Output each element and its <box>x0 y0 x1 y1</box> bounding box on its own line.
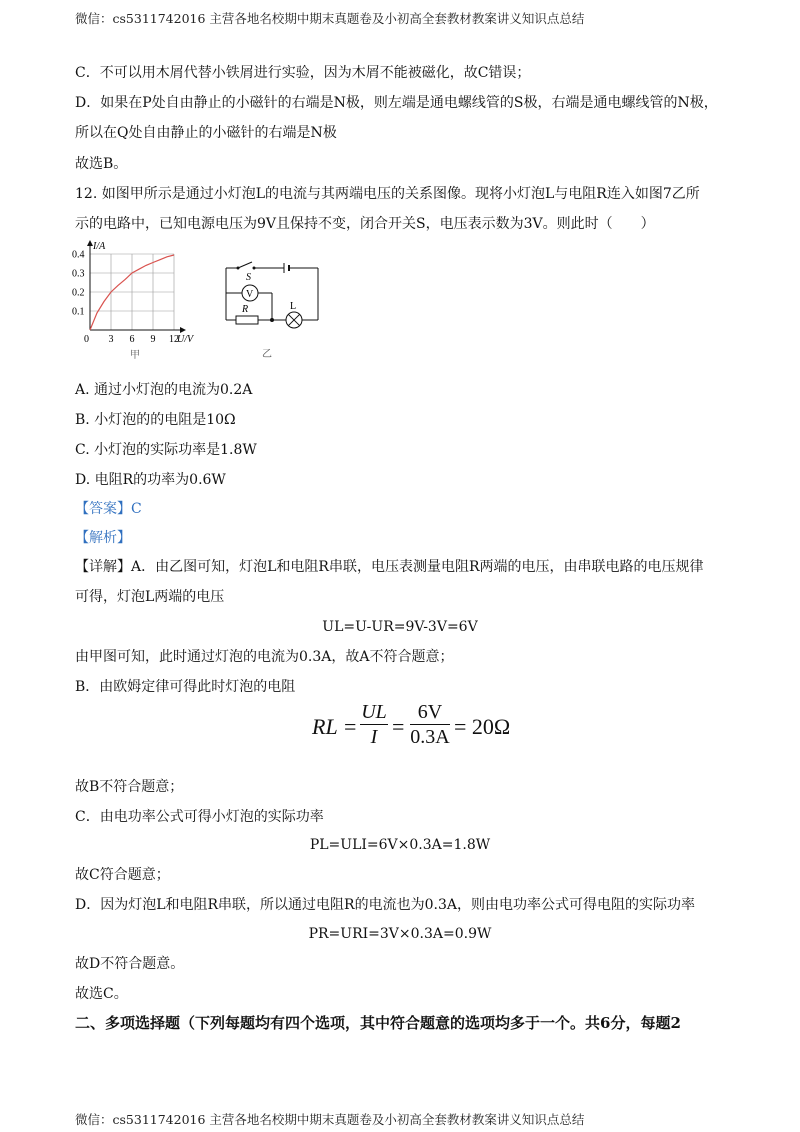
voltmeter-label: V <box>246 289 254 300</box>
detail-line9: 故D不符合题意。 <box>75 956 185 972</box>
detail-line4: B．由欧姆定律可得此时灯泡的电阻 <box>75 679 296 695</box>
figure-yi-label: 乙 <box>262 349 272 360</box>
figure-yi-circuit <box>218 256 328 362</box>
y-tick-label: 0.3 <box>72 268 85 280</box>
question-12-line2: 示的电路中，已知电源电压为9V且保持不变，闭合开关S，电压表示数为3V。则此时（ ） <box>75 216 655 232</box>
resistor-label: R <box>242 304 249 315</box>
resistor <box>236 316 258 324</box>
equation-lamp-power: PL=ULI=6V×0.3A=1.8W <box>309 837 491 853</box>
detail-line6: C．由电功率公式可得小灯泡的实际功率 <box>75 809 324 825</box>
y-tick-label: 0.2 <box>72 287 85 299</box>
lamp-label: L <box>290 301 297 312</box>
figure-jia-label: 甲 <box>130 350 140 361</box>
option-b: B. 小灯泡的的电阻是10Ω <box>75 412 236 428</box>
prev-option-c-explanation: C．不可以用木屑代替小铁屑进行实验，因为木屑不能被磁化，故C错误； <box>75 65 531 81</box>
switch-label: S <box>246 272 251 283</box>
page-header: 微信：cs5311742016 主营各地名校期中期末真题卷及小初高全套教材教案讲义知识点总结 <box>75 11 585 26</box>
detail-line8: D．因为灯泡L和电阻R串联，所以通过电阻R的电流也为0.3A，则由电功率公式可得电阻的实际功率 <box>75 897 695 913</box>
prev-option-d-explanation-line1: D．如果在P处自由静止的小磁针的右端是N极，则左端是通电螺线管的S极，右端是通电螺线管的N极， <box>75 95 718 111</box>
page-footer: 微信：cs5311742016 主营各地名校期中期末真题卷及小初高全套教材教案讲义知识点总结 <box>75 1112 585 1127</box>
y-tick-label: 0.4 <box>72 249 85 261</box>
eq-fraction-symbolic: UL I <box>361 701 387 748</box>
option-c: C. 小灯泡的实际功率是1.8W <box>75 442 257 458</box>
final-answer: 故选C。 <box>75 986 128 1002</box>
x-tick-label: 12 <box>169 334 179 345</box>
detail-line1: 【详解】A．由乙图可知，灯泡L和电阻R串联，电压表测量电阻R两端的电压，由串联电路的电压规律 <box>75 559 704 575</box>
answer-line: 【答案】C <box>75 501 142 517</box>
x-tick-label: 0 <box>84 334 89 345</box>
option-a: A. 通过小灯泡的电流为0.2A <box>75 382 253 398</box>
eq-rhs: = 20Ω <box>454 714 511 739</box>
prev-option-d-explanation-line2: 所以在Q处自由静止的小磁针的右端是N极 <box>75 125 337 141</box>
y-tick-label: 0.1 <box>72 306 85 318</box>
svg-text:I/A <box>92 241 106 252</box>
switch <box>238 262 252 268</box>
question-12-line1: 12. 如图甲所示是通过小灯泡L的电流与其两端电压的关系图像。现将小灯泡L与电阻R连入如图7乙所 <box>75 186 700 202</box>
prev-answer: 故选B。 <box>75 156 128 172</box>
eq-lhs: RL <box>312 714 338 739</box>
x-axis-label: U/V <box>177 334 194 345</box>
equation-lamp-resistance: RL = UL I = 6V 0.3A = 20Ω <box>312 701 511 748</box>
detail-line7: 故C符合题意； <box>75 867 170 883</box>
detail-line3: 由甲图可知，此时通过灯泡的电流为0.3A，故A不符合题意； <box>75 649 454 665</box>
detail-line5: 故B不符合题意； <box>75 779 184 795</box>
detail-line2: 可得，灯泡L两端的电压 <box>75 589 225 605</box>
section-heading-multiple-choice: 二、多项选择题（下列每题均有四个选项，其中符合题意的选项均多于一个。共6分，每题2 <box>75 1014 681 1032</box>
analysis-tag: 【解析】 <box>75 530 131 546</box>
equation-resistor-power: PR=URI=3V×0.3A=0.9W <box>308 926 492 942</box>
figure-jia-iu-graph <box>66 238 206 364</box>
y-axis-label: I/A <box>93 241 106 252</box>
x-tick-label: 6 <box>129 334 135 345</box>
x-tick-label: 9 <box>150 334 156 345</box>
eq-fraction-numeric: 6V 0.3A <box>410 701 450 748</box>
x-tick-label: 3 <box>108 334 114 345</box>
equation-lamp-voltage: UL=U-UR=9V-3V=6V <box>322 619 478 635</box>
option-d: D. 电阻R的功率为0.6W <box>75 472 226 488</box>
